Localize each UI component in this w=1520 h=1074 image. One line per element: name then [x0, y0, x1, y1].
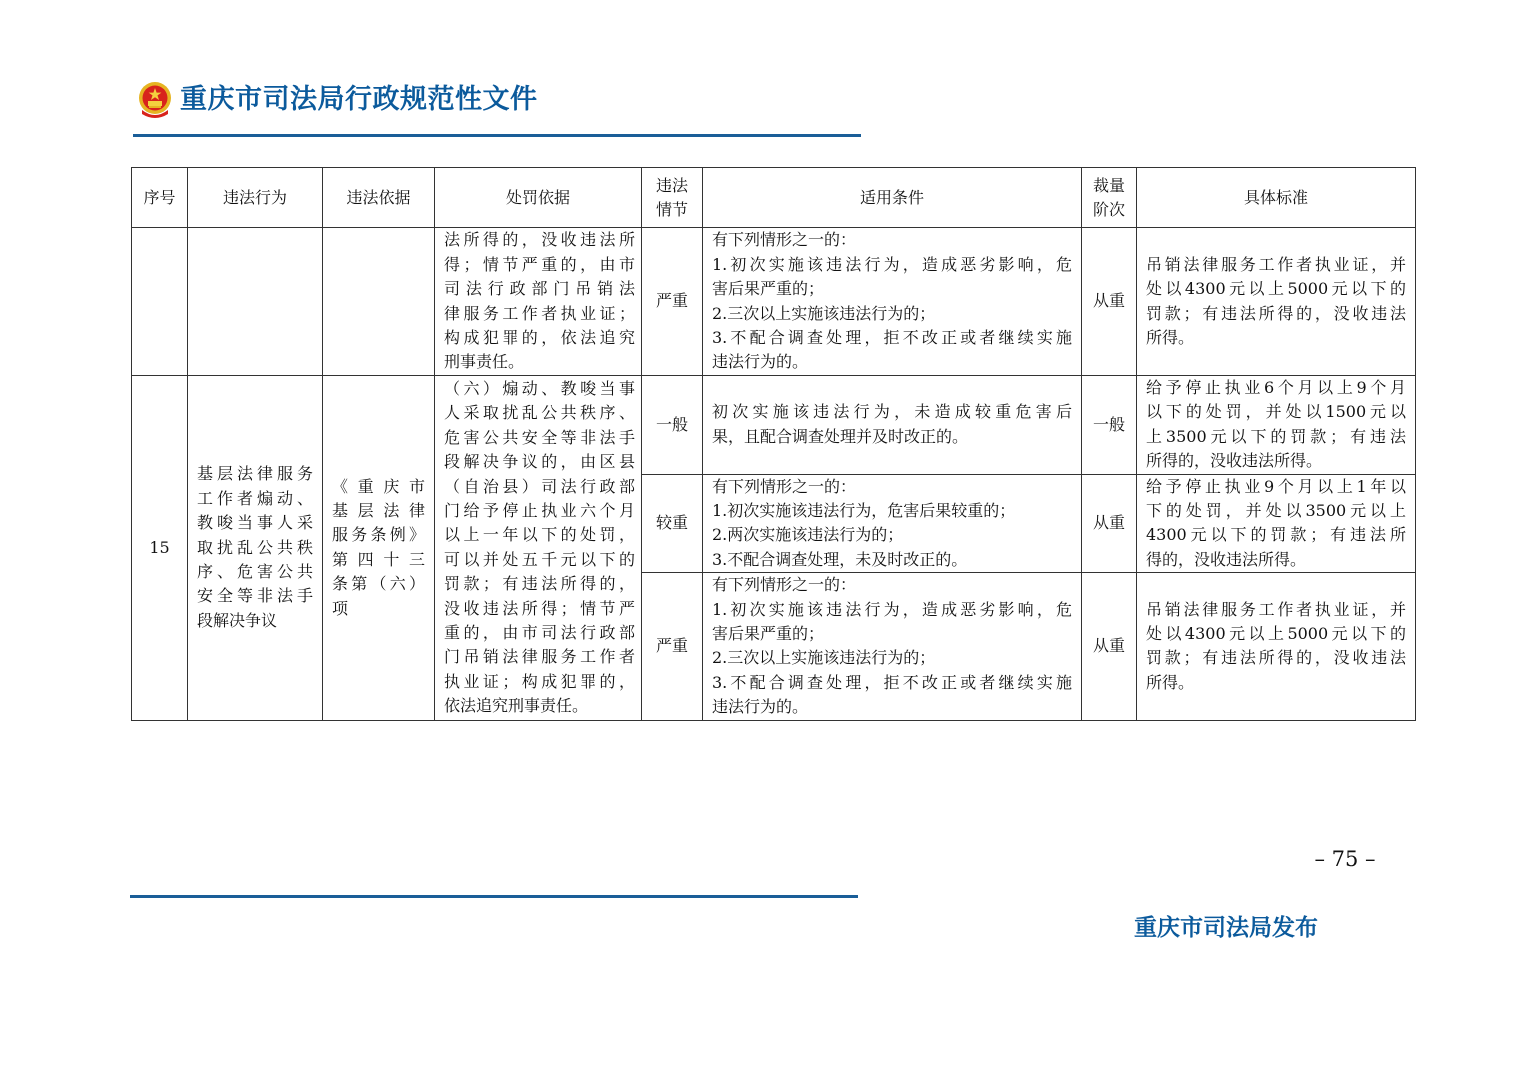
text-line: 刑事责任。 [444, 352, 525, 372]
cell-condition [703, 474, 1082, 573]
header-act: 违法行为 [188, 168, 323, 228]
text-line: 4300元以下的罚款；有违法所 [1146, 525, 1406, 545]
text-line: 处以4300元以上5000元以下的 [1146, 624, 1406, 644]
cell-condition [703, 376, 1082, 475]
cell-level: 从重 [1082, 474, 1137, 573]
header-penalty-basis: 处罚依据 [435, 168, 642, 228]
text-line: 门吊销法律服务工作者 [444, 647, 635, 667]
text-line: 果，且配合调查处理并及时改正的。 [712, 426, 969, 446]
text-line: 执业证；构成犯罪的， [444, 671, 635, 691]
cell-act-empty [188, 228, 323, 376]
footer-rule [130, 895, 858, 898]
header-seq: 序号 [132, 168, 188, 228]
text-line: 以下的处罚，并处以1500元以 [1146, 402, 1406, 422]
text-line: （六）煽动、教唆当事 [444, 379, 635, 398]
text-line: 吊销法律服务工作者执业证，并 [1146, 254, 1406, 274]
publisher-name: 重庆市司法局发布 [1134, 914, 1318, 941]
text-line: 段解决争议 [197, 610, 278, 630]
text-line: 项 [332, 598, 349, 618]
cell-level: 从重 [1082, 573, 1137, 720]
text-line: 上3500元以下的罚款；有违法 [1146, 426, 1406, 446]
text-line: 重的，由市司法行政部 [444, 623, 635, 643]
text-line: 3.不配合调查处理，未及时改正的。 [712, 549, 968, 569]
cell-seq-empty [132, 228, 188, 376]
cell-seq: 15 [132, 376, 188, 721]
text-line: 罚款；有违法所得的，没收违法 [1146, 648, 1406, 668]
text-line: 害后果严重的； [712, 624, 825, 644]
text-line: 1.初次实施该违法行为，危害后果较重的； [712, 501, 1016, 521]
text-line: 所得。 [1146, 327, 1195, 347]
cell-penalty-basis [435, 228, 642, 376]
national-emblem-icon [136, 80, 174, 120]
header-circumstance [642, 168, 703, 228]
text-line: 下的处罚，并处以3500元以上 [1146, 501, 1406, 521]
text-line: 可以并处五千元以下的 [444, 549, 635, 569]
text-line: 教唆当事人采 [197, 513, 313, 533]
text-line: 给予停止执业6个月以上9个月 [1146, 378, 1406, 397]
header-level-line: 阶次 [1092, 199, 1125, 219]
cell-standard [1137, 376, 1416, 475]
text-line: 第四十三 [332, 549, 425, 569]
header-basis: 违法依据 [323, 168, 435, 228]
text-line: 基层法律 [332, 501, 425, 521]
text-line: 取扰乱公共秩 [197, 537, 313, 557]
cell-basis [323, 376, 435, 721]
text-line: 安全等非法手 [197, 586, 313, 606]
header-rule [133, 134, 861, 137]
text-line: 《重庆市 [332, 476, 425, 496]
text-line: 给予停止执业9个月以上1年以 [1146, 476, 1406, 496]
text-line: 罚款；有违法所得的， [444, 574, 635, 594]
header-circumstance-line: 情节 [655, 199, 688, 219]
text-line: 吊销法律服务工作者执业证，并 [1146, 599, 1406, 619]
cell-condition [703, 573, 1082, 720]
text-line: 以上一年以下的处罚， [444, 525, 635, 545]
page-number: – 75 – [1314, 847, 1376, 871]
cell-standard [1137, 228, 1416, 376]
text-line: 所得的，没收违法所得。 [1146, 451, 1323, 471]
header-level-line: 裁量 [1092, 175, 1125, 195]
cell-circumstance: 严重 [642, 228, 703, 376]
cell-circumstance: 一般 [642, 376, 703, 475]
text-line: 构成犯罪的，依法追究 [444, 327, 635, 347]
cell-circumstance: 严重 [642, 573, 703, 720]
header-circumstance-line: 违法 [655, 175, 688, 195]
header-level [1082, 168, 1137, 228]
text-line: 3.不配合调查处理，拒不改正或者继续实施 [712, 672, 1072, 692]
text-line: 处以4300元以上5000元以下的 [1146, 279, 1406, 299]
text-line: 得；情节严重的，由市 [444, 254, 635, 274]
cell-act [188, 376, 323, 721]
cell-penalty-basis [435, 376, 642, 721]
text-line: 条第（六） [332, 574, 425, 594]
text-line: 违法行为的。 [712, 697, 809, 717]
table-row [132, 228, 1416, 376]
table-row [132, 376, 1416, 475]
text-line: 律服务工作者执业证； [444, 303, 635, 323]
cell-level: 从重 [1082, 228, 1137, 376]
text-line: 有下列情形之一的： [712, 230, 857, 250]
text-line: 1.初次实施该违法行为，造成恶劣影响，危 [712, 254, 1072, 274]
text-line: 序、危害公共 [197, 562, 313, 582]
text-line: 没收违法所得；情节严 [444, 598, 635, 618]
cell-basis-empty [323, 228, 435, 376]
text-line: 得的，没收违法所得。 [1146, 549, 1307, 569]
text-line: 法所得的，没收违法所 [444, 230, 635, 250]
header-standard: 具体标准 [1137, 168, 1416, 228]
header-condition: 适用条件 [703, 168, 1082, 228]
text-line: 服务条例》 [332, 525, 425, 545]
text-line: 门给予停止执业六个月 [444, 501, 635, 521]
text-line: 初次实施该违法行为，未造成较重危害后 [712, 402, 1072, 422]
text-line: 3.不配合调查处理，拒不改正或者继续实施 [712, 327, 1072, 347]
text-line: 工作者煽动、 [197, 488, 313, 508]
text-line: 危害公共安全等非法手 [444, 427, 635, 447]
text-line: 2.两次实施该违法行为的； [712, 525, 904, 545]
text-line: 2.三次以上实施该违法行为的； [712, 303, 936, 323]
cell-circumstance: 较重 [642, 474, 703, 573]
cell-level: 一般 [1082, 376, 1137, 475]
table-header-row [132, 168, 1416, 228]
text-line: 所得。 [1146, 672, 1195, 692]
text-line: （自治县）司法行政部 [444, 476, 635, 496]
text-line: 司法行政部门吊销法 [444, 279, 635, 299]
cell-standard [1137, 474, 1416, 573]
cell-standard [1137, 573, 1416, 720]
text-line: 违法行为的。 [712, 352, 809, 372]
text-line: 依法追究刑事责任。 [444, 696, 589, 716]
text-line: 基层法律服务 [197, 464, 313, 484]
text-line: 有下列情形之一的： [712, 476, 857, 496]
text-line: 有下列情形之一的： [712, 575, 857, 595]
text-line: 2.三次以上实施该违法行为的； [712, 648, 936, 668]
header-title: 重庆市司法局行政规范性文件 [180, 84, 538, 115]
text-line: 段解决争议的，由区县 [444, 452, 635, 472]
text-line: 罚款；有违法所得的，没收违法 [1146, 303, 1406, 323]
text-line: 害后果严重的； [712, 279, 825, 299]
cell-condition [703, 228, 1082, 376]
discretion-standard-table [131, 167, 1416, 721]
text-line: 1.初次实施该违法行为，造成恶劣影响，危 [712, 599, 1072, 619]
text-line: 人采取扰乱公共秩序、 [444, 403, 635, 423]
